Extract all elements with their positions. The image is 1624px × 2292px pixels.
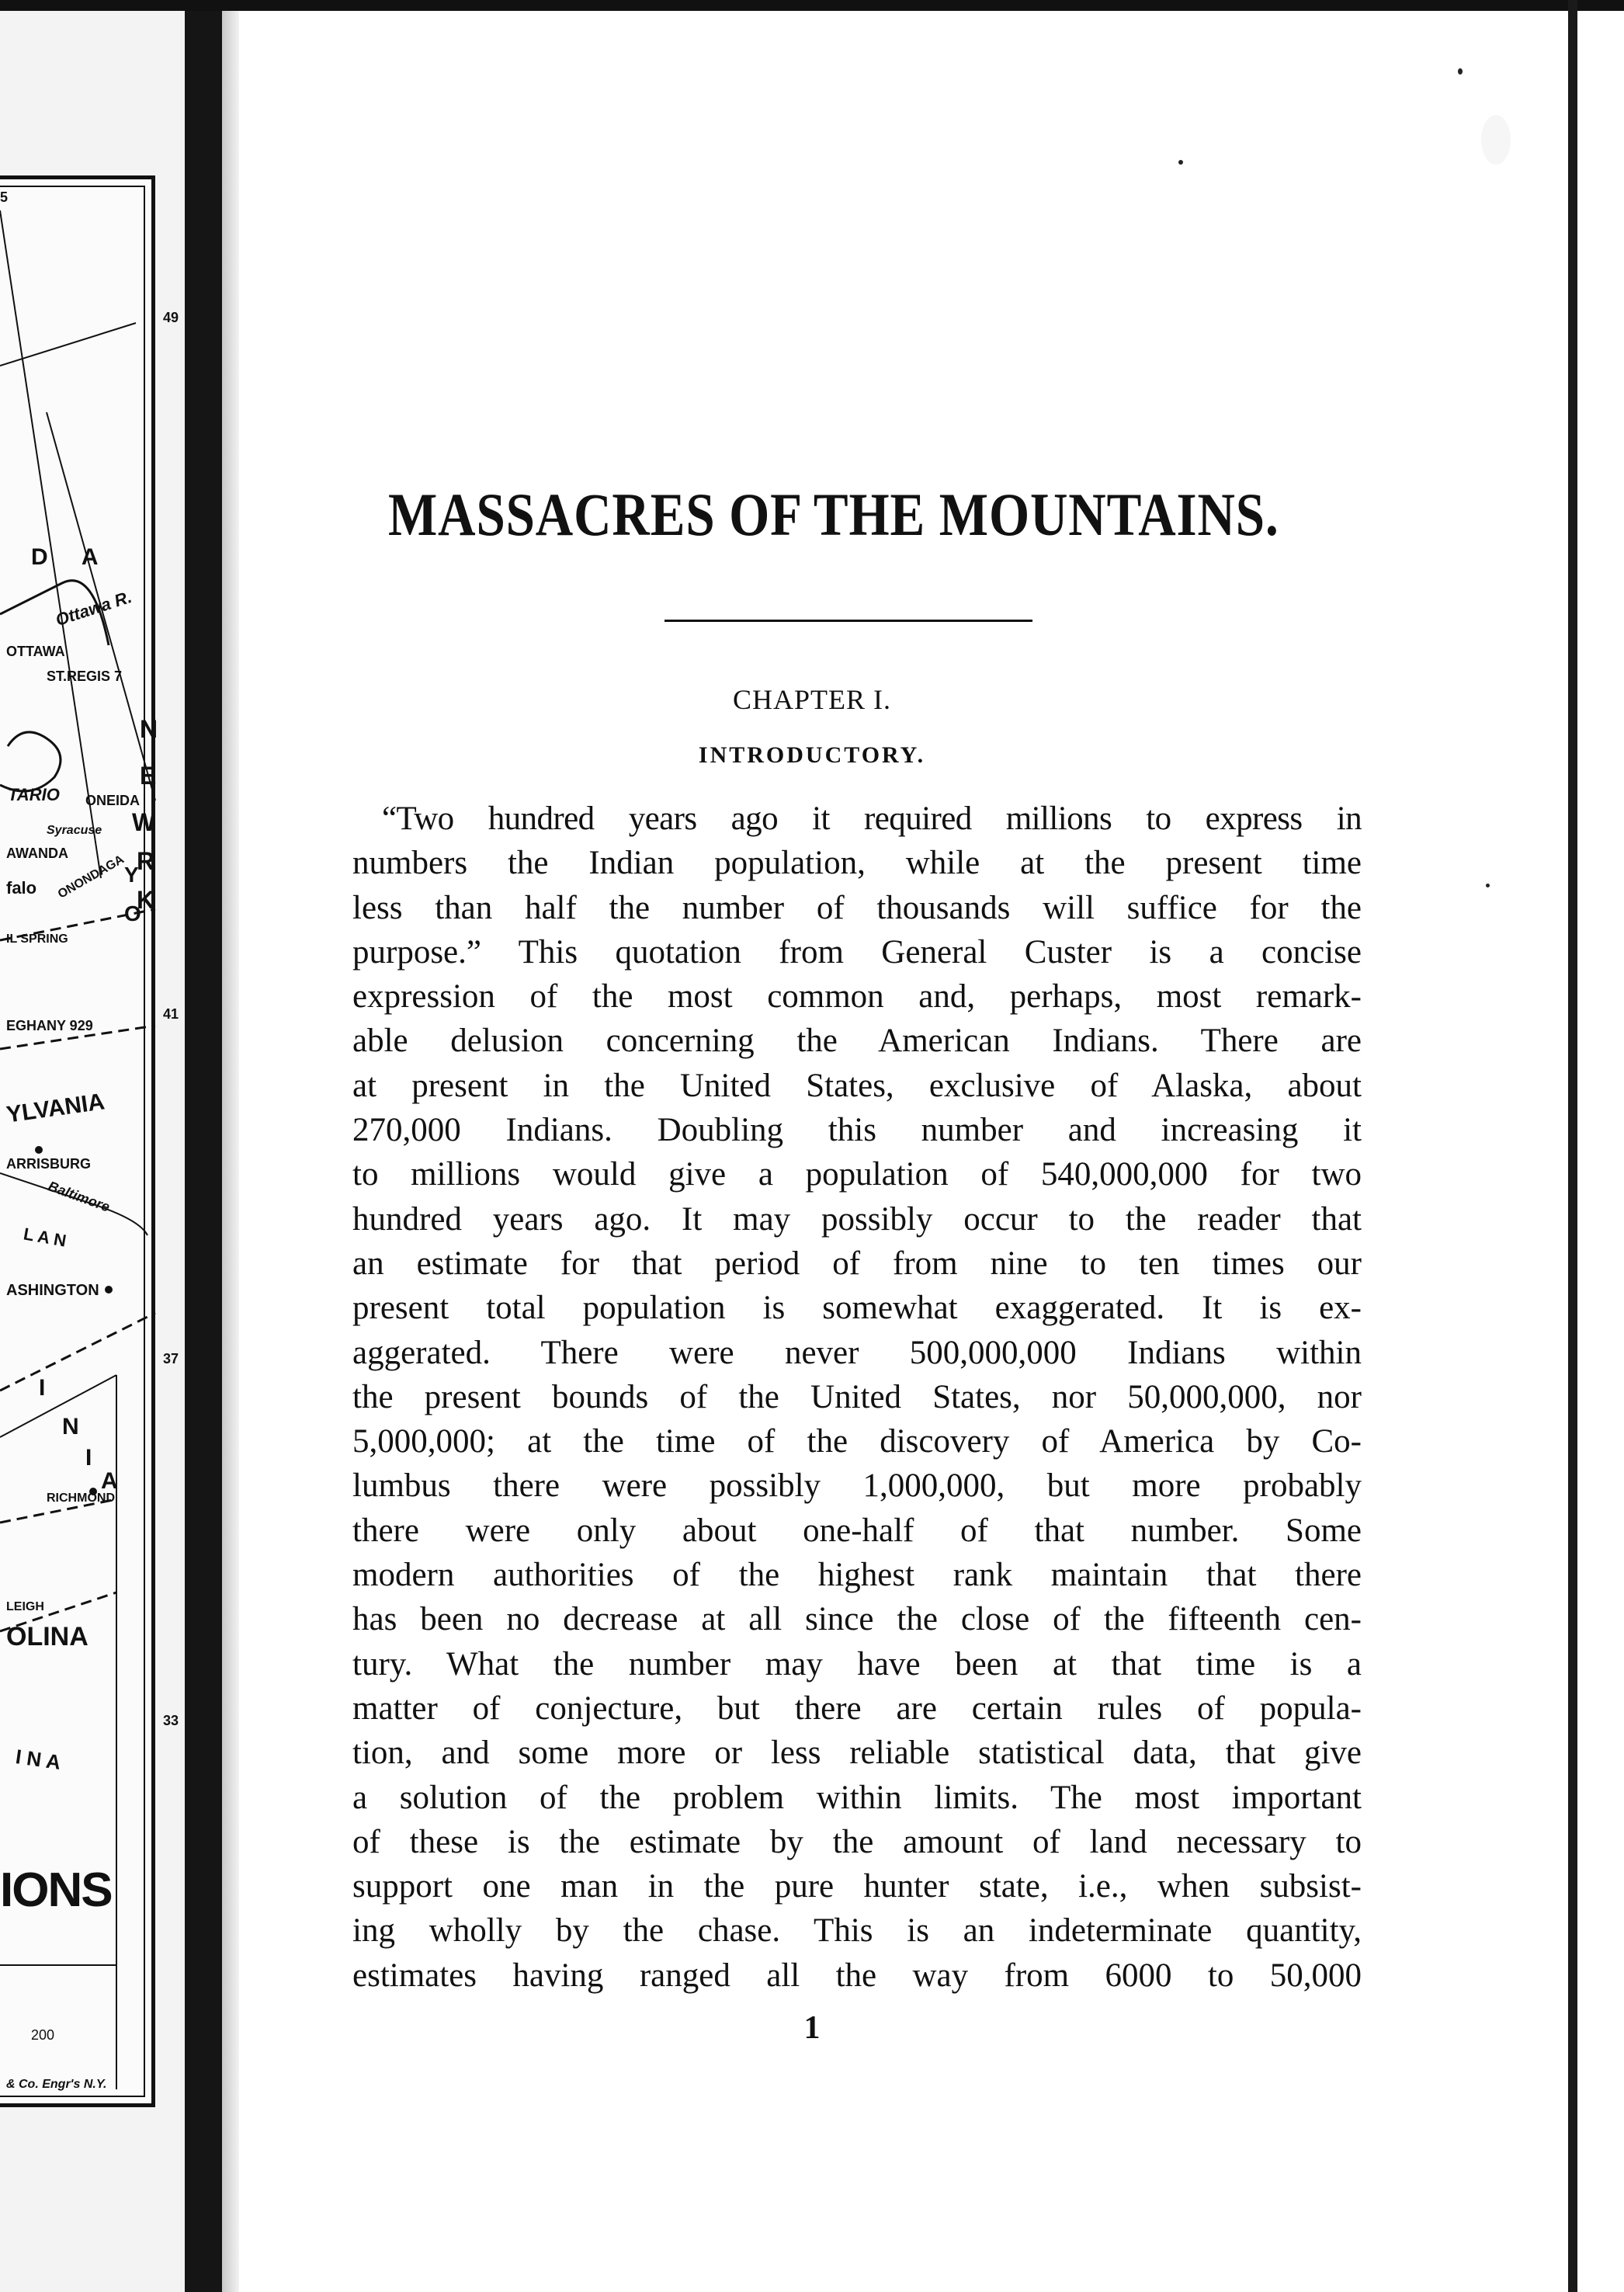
gutter-shadow xyxy=(222,11,239,2292)
text-line: numbers the Indian population, while at the present time xyxy=(352,845,1362,882)
text-line: of these is the estimate by the amount of land necessary to xyxy=(352,1823,1362,1860)
map-label-o: O xyxy=(124,901,141,925)
map-frame xyxy=(0,175,158,2107)
text-line: hundred years ago. It may possibly occur to the reader that xyxy=(352,1200,1362,1238)
text-line: has been no decrease at all since the close of the fifteenth cen- xyxy=(352,1601,1362,1638)
text-line: purpose.” This quotation from General Custer is a concise xyxy=(352,933,1362,971)
text-line: estimates having ranged all the way from 6000 to 50,000 xyxy=(352,1957,1362,1994)
text-line: present total population is somewhat exaggerated. It is ex- xyxy=(352,1290,1362,1327)
map-label-y: Y xyxy=(124,863,139,887)
chapter-heading: INTRODUCTORY. xyxy=(698,742,926,768)
text-line: tion, and some more or less reliable statistical data, that give xyxy=(352,1735,1362,1772)
map-tick-33: 33 xyxy=(163,1713,179,1728)
title-rule xyxy=(665,620,1032,622)
text-line: expression of the most common and, perhaps, most remark- xyxy=(352,978,1362,1016)
map-caption: IONS xyxy=(0,1863,112,1917)
scan-speck xyxy=(1458,68,1463,75)
map-label-tonawanda: AWANDA xyxy=(6,846,68,861)
map-lines xyxy=(0,179,155,2111)
book-gutter xyxy=(185,11,222,2292)
scan-blot xyxy=(1481,115,1511,165)
map-tick-5: 5 xyxy=(0,189,9,205)
text-line: modern authorities of the highest rank maintain that there xyxy=(352,1557,1362,1594)
map-label-e: E xyxy=(140,762,157,790)
scan-top-border xyxy=(0,0,1624,11)
map-label-pennsylvania: YLVANIA xyxy=(5,1089,106,1128)
text-line: matter of conjecture, but there are certain rules of popula- xyxy=(352,1689,1362,1727)
map-label-st-regis: ST.REGIS 7 xyxy=(47,668,123,684)
map-engraver-credit: & Co. Engr's N.Y. xyxy=(6,2078,107,2091)
map-label-richmond: RICHMOND xyxy=(47,1492,115,1505)
map-label-r: R xyxy=(137,847,155,875)
text-line: tury. What the number may have been at that time is a xyxy=(352,1645,1362,1683)
text-line: lumbus there were possibly 1,000,000, but more probably xyxy=(352,1467,1362,1505)
map-tick-37: 37 xyxy=(163,1351,179,1367)
map-scale-label: 200 xyxy=(31,2027,55,2043)
map-label-carolina: OLINA xyxy=(6,1622,88,1651)
map-label-w: W xyxy=(132,808,156,836)
map-label-i2: I xyxy=(85,1445,92,1471)
text-line: able delusion concerning the American Indians. There are xyxy=(352,1023,1362,1060)
map-label-onondaga: ONONDAGA xyxy=(55,853,127,901)
map-label-buffalo: falo xyxy=(6,878,37,898)
map-label-raleigh: LEIGH xyxy=(6,1600,44,1613)
page-right-edge xyxy=(1568,0,1577,2292)
text-line: ing wholly by the chase. This is an indeterminate quantity, xyxy=(352,1912,1362,1950)
map-label-baltimore: Baltimore xyxy=(46,1178,113,1215)
map-tick-49: 49 xyxy=(163,310,179,325)
text-line: aggerated. There were never 500,000,000 Indians within xyxy=(352,1334,1362,1371)
map-tick-41: 41 xyxy=(163,1006,179,1022)
text-line: support one man in the pure hunter state, i.e., when subsist- xyxy=(352,1868,1362,1905)
map-label-carolina-s: I N A xyxy=(14,1745,63,1774)
map-label-washington: ASHINGTON xyxy=(6,1282,99,1299)
map-label-ottawa: OTTAWA xyxy=(6,644,65,659)
text-line: 270,000 Indians. Doubling this number and increasing it xyxy=(352,1112,1362,1149)
text-line: “Two hundred years ago it required millions to express in xyxy=(382,800,1362,837)
scan-speck xyxy=(1178,160,1183,165)
map-label-harrisburg: ARRISBURG xyxy=(6,1156,92,1172)
map-label-i: I xyxy=(39,1375,46,1401)
facing-page-map xyxy=(0,11,185,2292)
text-line: an estimate for that period of from nine to ten times our xyxy=(352,1245,1362,1282)
chapter-number: CHAPTER I. xyxy=(732,684,891,715)
map-label-a: A xyxy=(101,1468,118,1494)
text-line: less than half the number of thousands will suffice for the xyxy=(352,889,1362,926)
map-label-land: L A N xyxy=(22,1224,68,1251)
text-line: the present bounds of the United States, nor 50,000,000, nor xyxy=(352,1378,1362,1415)
body-text xyxy=(352,797,1362,1998)
text-line: at present in the United States, exclusive of Alaska, about xyxy=(352,1067,1362,1104)
scan-speck xyxy=(1486,884,1490,887)
map-label-ontario: TARIO xyxy=(8,785,60,804)
page-number: 1 xyxy=(803,2010,821,2046)
map-label-k: K xyxy=(137,886,155,914)
map-label-ottawa-river: Ottawa R. xyxy=(53,586,134,630)
map-label-syracuse: Syracuse xyxy=(47,824,102,837)
text-line: a solution of the problem within limits. The most important xyxy=(352,1779,1362,1816)
text-line: to millions would give a population of 540,000,000 for two xyxy=(352,1156,1362,1193)
map-label-n: N xyxy=(140,715,158,743)
map-label-da: D A xyxy=(31,544,113,570)
book-title: MASSACRES OF THE MOUNTAINS. xyxy=(388,481,1279,548)
text-line: 5,000,000; at the time of the discovery of America by Co- xyxy=(352,1423,1362,1460)
map-label-spring: IL SPRING xyxy=(6,932,68,946)
map-label-n2: N xyxy=(62,1414,79,1439)
text-line: there were only about one-half of that number. Some xyxy=(352,1512,1362,1549)
map-label-allegheny: EGHANY 929 xyxy=(6,1018,93,1033)
map-label-oneida: ONEIDA xyxy=(85,793,141,808)
